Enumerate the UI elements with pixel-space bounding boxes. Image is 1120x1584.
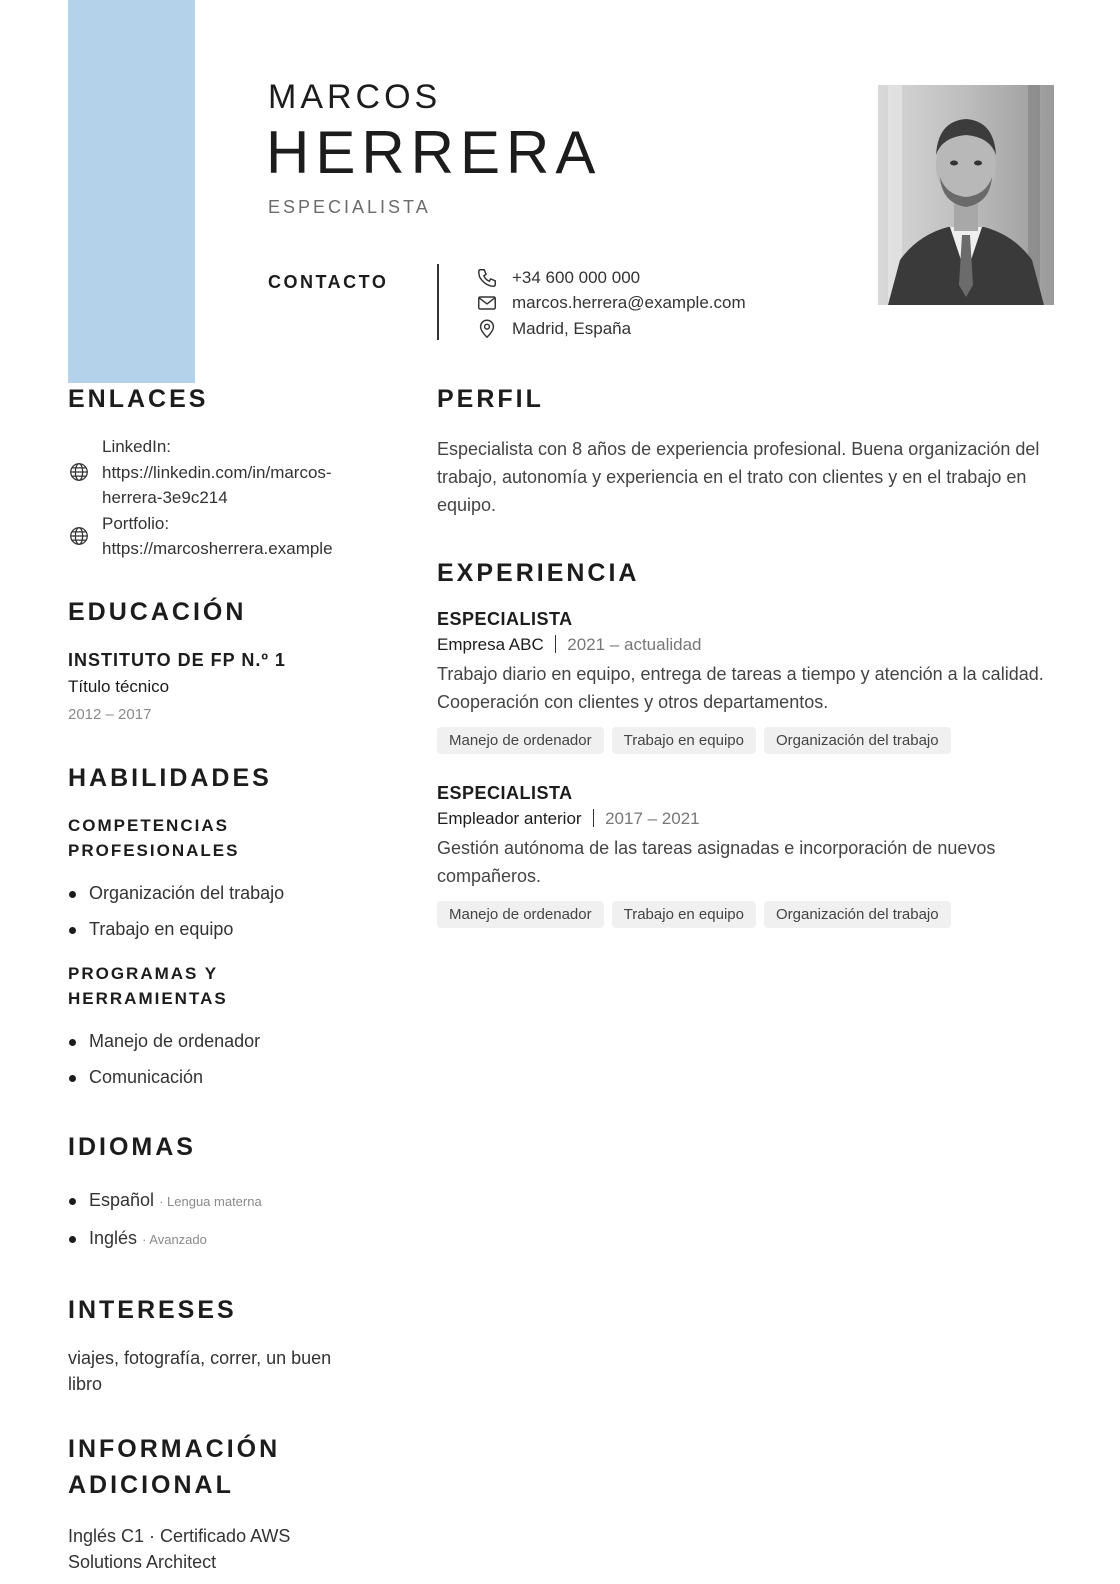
contact-phone [476,265,746,291]
interests-heading: INTERESES [68,1295,237,1324]
profile-text: Especialista con 8 años de experiencia profesional. Buena organización del trabajo, autonomía y experiencia en el trato con clientes y en el trabajo en equipo. [437,439,1040,515]
job-role: ESPECIALISTA [437,783,573,803]
globe-icon [68,525,90,547]
job-description: Trabajo diario en equipo, entrega de tareas a tiempo y atención a la calidad. Cooperación con clientes y otros departamentos. [437,664,1044,712]
job-company: Empresa ABC [437,635,544,654]
contact-phone-text[interactable]: +34 600 000 000 [512,267,641,287]
contact-divider [437,264,439,340]
left-column [68,385,388,1575]
skills-heading: HABILIDADES [68,763,272,792]
education-degree: Título técnico [68,676,170,696]
job-entry [437,606,1057,754]
job-title: ESPECIALISTA [268,197,431,217]
links-heading: ENLACES [68,385,209,413]
skill-tag: Organización del trabajo [764,727,951,754]
additional-info-heading: INFORMACIÓN ADICIONAL [68,1434,281,1499]
professional-skills-heading: COMPETENCIAS PROFESIONALES [68,815,240,860]
globe-icon [68,461,90,483]
profile-heading: PERFIL [437,385,544,413]
first-name: MARCOS [268,78,442,116]
contact-heading: CONTACTO [268,272,389,292]
language-name: Español [89,1189,155,1210]
mail-icon [476,292,498,314]
education-school: INSTITUTO DE FP N.º 1 [68,649,286,670]
skill-tag: Manejo de ordenador [437,727,604,754]
skill-tag: Trabajo en equipo [612,901,756,928]
contact-email-text[interactable]: marcos.herrera@example.com [512,293,746,313]
profile-photo [878,85,1054,305]
job-role: ESPECIALISTA [437,609,573,629]
language-level: · Lengua materna [159,1193,262,1209]
education-dates: 2012 – 2017 [68,705,152,723]
interests-text: viajes, fotografía, correr, un buen libro [68,1347,332,1394]
last-name: HERRERA [266,119,602,186]
link-linkedin[interactable]: LinkedIn: https://linkedin.com/in/marcos-herrera-3e9c214 [102,437,332,507]
meta-divider [555,635,557,653]
education-heading: EDUCACIÓN [68,597,247,626]
contact-location [476,316,746,342]
languages-heading: IDIOMAS [68,1132,196,1161]
job-dates: 2017 – 2021 [605,809,700,828]
job-meta [437,806,1057,832]
tools-heading: PROGRAMAS Y HERRAMIENTAS [68,963,228,1008]
job-company: Empleador anterior [437,809,582,828]
location-pin-icon [476,318,498,340]
contact-location-text: Madrid, España [512,318,632,338]
list-item: Organización del trabajo [68,875,388,911]
links-list [68,434,388,562]
contact-email [476,291,746,317]
skill-tag: Manejo de ordenador [437,901,604,928]
link-item-linkedin [68,434,388,511]
additional-info-text: Inglés C1 · Certificado AWS Solutions Architect [68,1525,291,1572]
link-item-portfolio [68,511,388,562]
right-column [437,385,1057,954]
list-item: Trabajo en equipo [68,911,388,947]
list-item: Manejo de ordenador [68,1023,388,1059]
list-item: Comunicación [68,1059,388,1095]
professional-skills-list [68,875,388,947]
job-tags [437,727,1057,754]
accent-bar [68,0,195,383]
language-name: Inglés [89,1227,138,1248]
job-description: Gestión autónoma de las tareas asignadas e incorporación de nuevos compañeros. [437,838,996,886]
language-level: · Avanzado [142,1231,207,1247]
contact-list [476,265,746,342]
job-meta [437,632,1057,658]
link-portfolio[interactable]: Portfolio: https://marcosherrera.example [102,513,333,558]
job-entry [437,780,1057,928]
language-item [68,1182,388,1220]
meta-divider [593,809,595,827]
skill-tag: Trabajo en equipo [612,727,756,754]
language-item [68,1220,388,1258]
tools-list [68,1023,388,1095]
phone-icon [476,267,498,289]
job-dates: 2021 – actualidad [567,635,702,654]
experience-heading: EXPERIENCIA [437,559,640,587]
languages-list [68,1182,388,1258]
skill-tag: Organización del trabajo [764,901,951,928]
job-tags [437,901,1057,928]
